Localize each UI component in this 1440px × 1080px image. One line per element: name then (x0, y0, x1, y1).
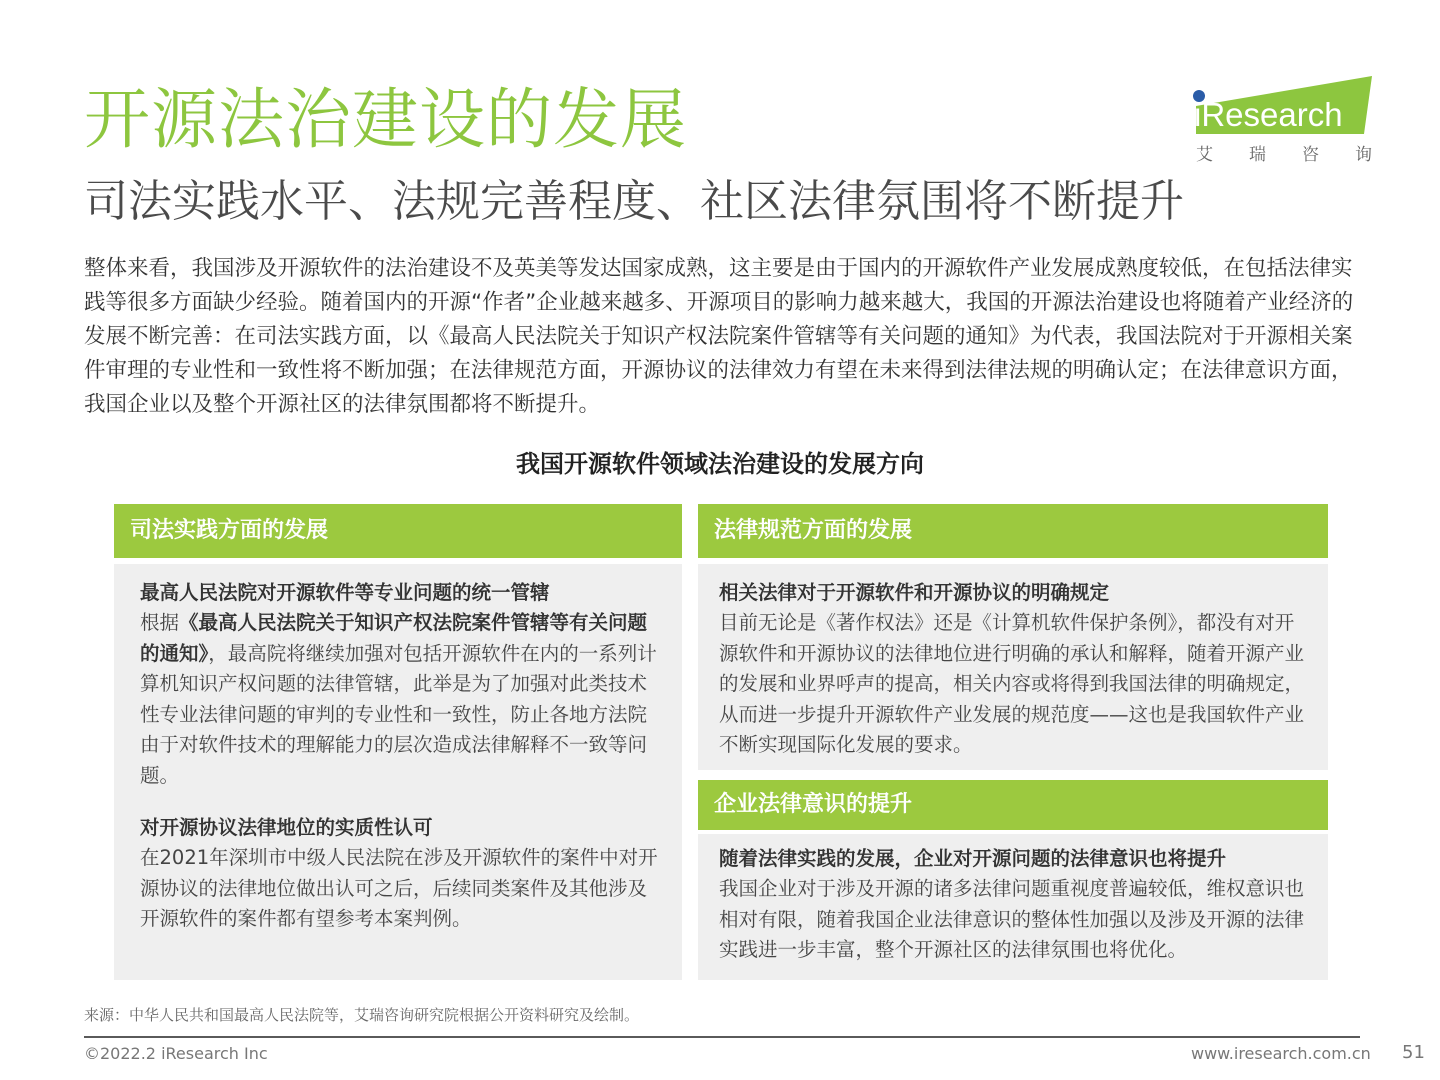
logo-char: 瑞 (1249, 145, 1266, 165)
logo-char: 艾 (1196, 145, 1213, 165)
section-title: 最高人民法院对开源软件等专业问题的统一管辖 (140, 581, 550, 604)
page-title: 开源法治建设的发展 (84, 81, 687, 158)
panel-body-judicial (114, 564, 682, 980)
section-title: 随着法律实践的发展，企业对开源问题的法律意识也将提升 (719, 847, 1227, 870)
section-text: 根据《最高人民法院关于知识产权法院案件管辖等有关问题的通知》，最高院将继续加强对包括开源软件在内的一系列计算机知识产权问题的法律管辖，此举是为了加强对此类技术性专业法律问题的审判的专业性和一致性，防止各地方法院由于对软件技术的理解能力的层次造成法律解释不一致等问题。 (140, 611, 657, 787)
logo-char: 咨 (1302, 145, 1319, 165)
website-link[interactable]: www.iresearch.com.cn (1191, 1044, 1371, 1063)
page-subtitle: 司法实践水平、法规完善程度、社区法律氛围将不断提升 (84, 176, 1184, 227)
copyright: ©2022.2 iResearch Inc (84, 1044, 268, 1063)
page-number: 51 (1402, 1042, 1425, 1063)
intro-paragraph: 整体来看，我国涉及开源软件的法治建设不及英美等发达国家成熟，这主要是由于国内的开源软件产业发展成熟度较低，在包括法律实践等很多方面缺少经验。随着国内的开源“作者”企业越来越多、开源项目的影响力越来越大，我国的开源法治建设也将随着产业经济的发展不断完善：在司法实践方面，以《最高人民法院关于知识产权法院案件管辖等有关问题的通知》为代表，我国法院对于开源相关案件审理的专业性和一致性将不断加强；在法律规范方面，开源协议的法律效力有望在未来得到法律法规的明确认定；在法律意识方面，我国企业以及整个开源社区的法律氛围都将不断提升。 (84, 256, 1354, 417)
section-text: 在2021年深圳市中级人民法院在涉及开源软件的案件中对开源协议的法律地位做出认可之后，后续同类案件及其他涉及开源软件的案件都有望参考本案判例。 (140, 846, 658, 930)
panel-body-regulation (698, 564, 1328, 770)
footer-divider (84, 1036, 1360, 1038)
section-text: 目前无论是《著作权法》还是《计算机软件保护条例》，都没有对开源软件和开源协议的法律地位进行明确的承认和解释，随着开源产业的发展和业界呼声的提高，相关内容或将得到我国法律的明确规定，从而进一步提升开源软件产业发展的规范度——这也是我国软件产业不断实现国际化发展的要求。 (719, 611, 1305, 756)
section-title: 对开源协议法律地位的实质性认可 (140, 816, 433, 839)
panel-heading-awareness: 企业法律意识的提升 (698, 780, 1328, 830)
source-note: 来源：中华人民共和国最高人民法院等，艾瑞咨询研究院根据公开资料研究及绘制。 (84, 1006, 640, 1024)
logo-text: iResearch (1194, 96, 1343, 133)
panel-body-awareness (698, 834, 1328, 980)
section-text: 我国企业对于涉及开源的诸多法律问题重视度普遍较低，维权意识也相对有限，随着我国企业法律意识的整体性加强以及涉及开源的法律实践进一步丰富，整个开源社区的法律氛围也将优化。 (719, 877, 1305, 961)
notice-title: 《最高人民法院关于知识产权法院案件管辖等有关问题的通知》 (140, 611, 648, 665)
logo-char: 询 (1355, 145, 1372, 165)
panel-heading-regulation: 法律规范方面的发展 (698, 504, 1328, 558)
section-title: 相关法律对于开源软件和开源协议的明确规定 (719, 581, 1110, 604)
diagram-title: 我国开源软件领域法治建设的发展方向 (516, 450, 924, 478)
logo-subtitle (1196, 140, 1372, 165)
panel-heading-judicial: 司法实践方面的发展 (114, 504, 682, 558)
